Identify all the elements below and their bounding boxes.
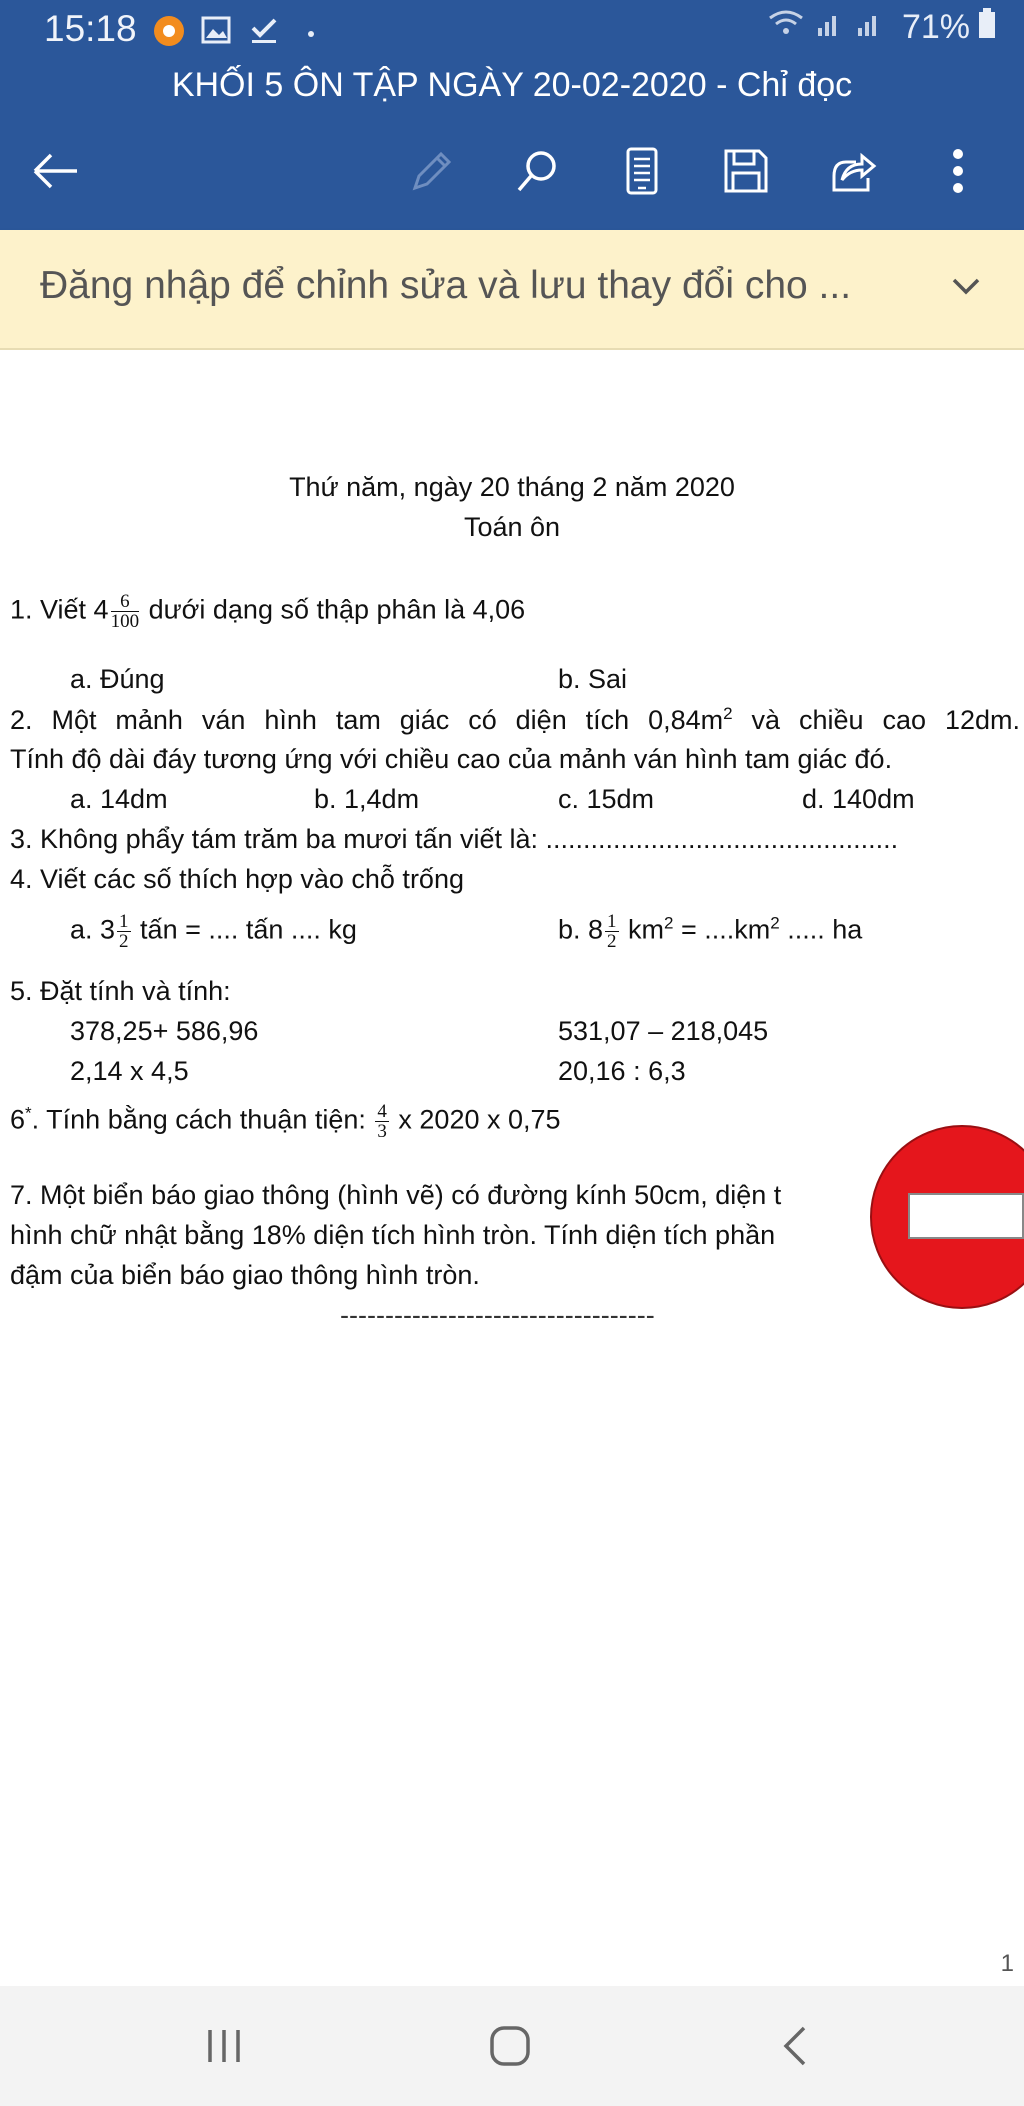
q5-item-2: 531,07 – 218,045 <box>558 1016 769 1046</box>
check-download-icon <box>248 14 280 51</box>
question-2-line-2: Tính độ dài đáy tương ứng với chiều cao của mảnh ván hình tam giác đó. <box>10 744 893 774</box>
q4a-fraction <box>117 912 131 951</box>
navigation-bar <box>0 1986 1024 2106</box>
save-icon[interactable] <box>716 140 776 202</box>
q1-suffix: dưới dạng số thập phân là 4,06 <box>148 594 526 625</box>
date-line: Thứ năm, ngày 20 tháng 2 năm 2020 <box>289 472 735 502</box>
q5-item-3: 2,14 x 4,5 <box>70 1056 189 1086</box>
q5-item-4: 20,16 : 6,3 <box>558 1056 686 1086</box>
more-icon[interactable] <box>928 140 988 202</box>
mobile-view-icon[interactable] <box>612 140 672 202</box>
battery-text: 71% <box>901 8 970 46</box>
question-6 <box>10 1102 561 1141</box>
q1-fraction <box>111 592 140 631</box>
q4a-pre: a. 3 <box>70 914 116 945</box>
no-entry-sign-bar <box>908 1193 1024 1239</box>
q1-option-a: a. Đúng <box>70 664 165 694</box>
q4b-fraction <box>605 912 619 951</box>
q6-fraction <box>375 1102 389 1141</box>
q5-item-1: 378,25+ 586,96 <box>70 1016 259 1046</box>
q4a-frac-num: 1 <box>119 911 129 932</box>
document-title: KHỐI 5 ÔN TẬP NGÀY 20-02-2020 - Chỉ đọc <box>171 66 853 104</box>
share-icon[interactable] <box>822 140 882 202</box>
back-arrow-icon[interactable] <box>26 140 86 202</box>
q2-option-b: b. 1,4dm <box>314 784 420 814</box>
q4b-frac-den: 2 <box>607 931 617 952</box>
question-1 <box>10 592 525 631</box>
question-4-title: 4. Viết các số thích hợp vào chỗ trống <box>10 864 464 894</box>
signal-icon <box>814 8 894 47</box>
sign-in-banner[interactable] <box>0 230 1024 350</box>
q4-item-b <box>558 912 862 951</box>
question-5-title: 5. Đặt tính và tính: <box>10 976 231 1006</box>
toolbar <box>0 140 1024 202</box>
q4b-pre: b. 8 <box>558 914 604 945</box>
q6-frac-den: 3 <box>377 1121 387 1142</box>
recent-apps-icon[interactable] <box>194 2016 254 2076</box>
battery-icon <box>978 8 996 47</box>
question-3: 3. Không phẩy tám trăm ba mươi tấn viết là: ............................................... <box>10 824 899 854</box>
no-entry-sign-image <box>870 1125 1024 1309</box>
status-bar <box>0 0 1024 62</box>
pencil-icon[interactable] <box>402 140 462 202</box>
wifi-icon <box>766 8 806 47</box>
q2-option-a: a. 14dm <box>70 784 168 814</box>
q4-item-a <box>70 912 357 951</box>
q4b-sup-2: 2 <box>770 913 780 933</box>
q4b-post: ..... ha <box>779 914 863 945</box>
banner-text: Đăng nhập để chỉnh sửa và lưu thay đổi cho ... <box>40 264 852 307</box>
search-icon[interactable] <box>508 140 568 202</box>
question-2-line-1 <box>10 704 1020 736</box>
separator-line: ----------------------------------- <box>340 1300 655 1330</box>
image-icon <box>200 14 232 51</box>
q2-text-pre: 2. Một mảnh ván hình tam giác có diện tích 0,84m <box>10 705 724 735</box>
q4b-mid-2: = ....km <box>673 914 771 945</box>
q4a-frac-den: 2 <box>119 931 129 952</box>
document-page <box>0 350 1024 1986</box>
status-time: 15:18 <box>44 8 137 49</box>
home-icon[interactable] <box>480 2016 540 2076</box>
chevron-down-icon[interactable] <box>948 268 984 309</box>
back-icon[interactable] <box>766 2016 826 2076</box>
q4b-frac-num: 1 <box>607 911 617 932</box>
q1-prefix: 1. Viết 4 <box>10 594 109 625</box>
question-7-line-1: 7. Một biển báo giao thông (hình vẽ) có đường kính 50cm, diện t <box>10 1180 782 1210</box>
q6-frac-num: 4 <box>377 1101 387 1122</box>
q6-post: x 2020 x 0,75 <box>390 1104 561 1135</box>
q2-option-c: c. 15dm <box>558 784 655 814</box>
q1-frac-den: 100 <box>110 611 140 632</box>
q4a-post: tấn = .... tấn .... kg <box>132 914 357 945</box>
q4b-sup-1: 2 <box>664 913 674 933</box>
status-right <box>766 8 996 47</box>
question-7-line-3: đậm của biển báo giao thông hình tròn. <box>10 1260 480 1290</box>
question-7-line-2: hình chữ nhật bằng 18% diện tích hình tròn. Tính diện tích phần <box>10 1220 776 1250</box>
q6-number: 6 <box>10 1104 26 1135</box>
subject-line: Toán ôn <box>463 512 561 542</box>
q6-text: . Tính bằng cách thuận tiện: <box>31 1104 374 1135</box>
q2-superscript: 2 <box>723 704 733 723</box>
dot-icon <box>306 26 316 44</box>
q1-frac-num: 6 <box>111 592 140 612</box>
app-notification-icon <box>152 14 186 53</box>
q2-option-d: d. 140dm <box>802 784 915 814</box>
q1-option-b: b. Sai <box>558 664 628 694</box>
q4b-mid: km <box>620 914 665 945</box>
page-number: 1 <box>1000 1950 1014 1977</box>
app-bar <box>0 0 1024 230</box>
q2-text-post: và chiều cao 12dm. <box>732 705 1020 735</box>
q6-star: * <box>25 1103 32 1123</box>
